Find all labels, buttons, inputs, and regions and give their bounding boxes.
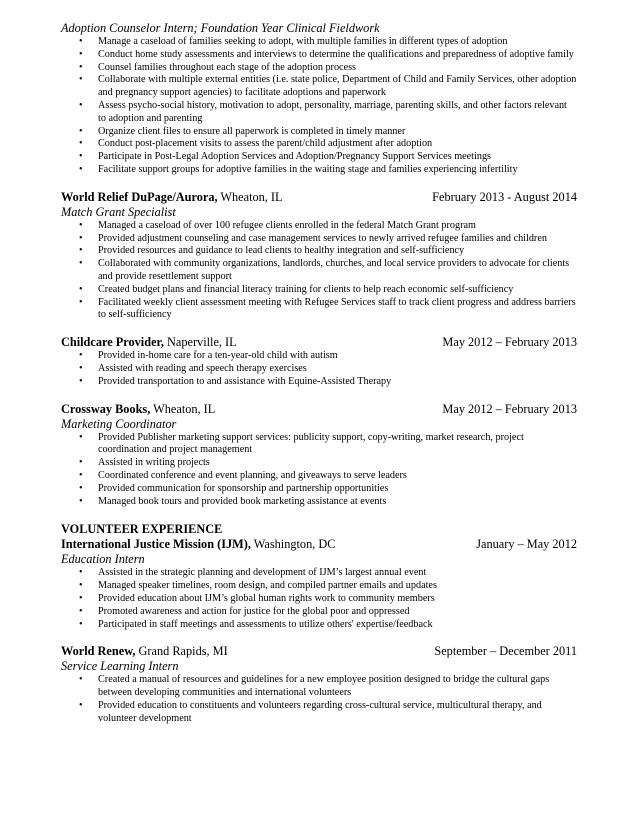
employer-name: Crossway Books,: [61, 401, 151, 416]
list-item: • Conduct post-placement visits to assess the parent/child adjustment after adoption: [61, 138, 577, 151]
list-item: • Counsel families throughout each stage of the adoption process: [61, 62, 577, 75]
list-item: • Created budget plans and financial literacy training for clients to help reach economic self-sufficiency: [61, 284, 577, 297]
job-header: [61, 402, 577, 417]
list-item: • Provided education about IJM’s global human rights work to community members: [61, 593, 577, 606]
list-item: • Participated in staff meetings and assessments to utilize others' expertise/feedback: [61, 619, 577, 632]
list-item: • Provided resources and guidance to lead clients to healthy integration and self-sufficiency: [61, 245, 577, 258]
job-ijm: [61, 537, 577, 631]
list-item: • Managed book tours and provided book marketing assistance at events: [61, 496, 577, 509]
list-item: • Promoted awareness and action for justice for the global poor and oppressed: [61, 606, 577, 619]
list-item: • Provided communication for sponsorship and partnership opportunities: [61, 483, 577, 496]
employer-location: Wheaton, IL: [150, 401, 216, 416]
employer: [61, 402, 215, 417]
bullet-list: [61, 220, 577, 322]
employer-name: World Relief DuPage/Aurora,: [61, 189, 218, 204]
list-item: • Provided Publisher marketing support services: publicity support, copy-writing, market research, project coordination and project management: [61, 432, 577, 458]
role-title: Service Learning Intern: [61, 659, 179, 674]
bullet-list: [61, 350, 577, 388]
role-title: Education Intern: [61, 552, 145, 567]
job-world-relief: [61, 190, 577, 322]
bullet-list: [61, 36, 577, 177]
list-item: • Assisted in writing projects: [61, 457, 577, 470]
job-world-renew: [61, 644, 577, 725]
list-item: • Provided transportation to and assistance with Equine-Assisted Therapy: [61, 376, 577, 389]
role-title: Marketing Coordinator: [61, 416, 177, 431]
volunteer-experience-heading: VOLUNTEER EXPERIENCE: [61, 522, 223, 537]
job-header: [61, 537, 577, 552]
employer-name: Childcare Provider,: [61, 335, 164, 350]
employer: [61, 537, 335, 552]
job-crossway-books: [61, 402, 577, 509]
list-item: • Facilitate support groups for adoptive families in the waiting stage and families experiencing infertility: [61, 164, 577, 177]
employer-location: Naperville, IL: [163, 335, 237, 350]
list-item: • Provided education to constituents and volunteers regarding cross-cultural service, multicultural therapy, and volunteer development: [61, 700, 577, 726]
list-item: • Created a manual of resources and guidelines for a new employee position designed to bridge the cultural gaps between developing communities and international volunteers: [61, 674, 577, 700]
employer-location: Grand Rapids, MI: [135, 644, 228, 659]
list-item: • Coordinated conference and event planning, and giveaways to serve leaders: [61, 470, 577, 483]
employer-location: Washington, DC: [250, 537, 336, 552]
job-header: [61, 190, 577, 205]
job-dates: September – December 2011: [434, 644, 577, 659]
job-dates: May 2012 – February 2013: [442, 335, 577, 350]
list-item: • Collaborate with multiple external entities (i.e. state police, Department of Child and Family Services, other adoption and pregnancy support agencies) to facilitate adoptions and paperwork: [61, 74, 577, 100]
list-item: • Collaborated with community organizations, landlords, churches, and local service providers to advocate for clients and provide resettlement support: [61, 258, 577, 284]
employer: [61, 190, 283, 205]
list-item: • Managed a caseload of over 100 refugee clients enrolled in the federal Match Grant program: [61, 220, 577, 233]
employer-name: World Renew,: [61, 644, 136, 659]
list-item: • Participate in Post-Legal Adoption Services and Adoption/Pregnancy Support Services meetings: [61, 151, 577, 164]
job-dates: January – May 2012: [476, 537, 577, 552]
employer: [61, 335, 237, 350]
list-item: • Assisted with reading and speech therapy exercises: [61, 363, 577, 376]
job-header: [61, 644, 577, 659]
list-item: • Managed speaker timelines, room design, and compiled partner emails and updates: [61, 580, 577, 593]
role-title: Adoption Counselor Intern; Foundation Year Clinical Fieldwork: [61, 21, 380, 35]
list-item: • Assisted in the strategic planning and development of IJM’s largest annual event: [61, 567, 577, 580]
role-title: Match Grant Specialist: [61, 204, 176, 219]
bullet-list: [61, 432, 577, 509]
list-item: • Manage a caseload of families seeking to adopt, with multiple families in different types of adoption: [61, 36, 577, 49]
bullet-list: [61, 567, 577, 631]
list-item: • Conduct home study assessments and interviews to determine the qualifications and preparedness of adoptive family: [61, 49, 577, 62]
employer: [61, 644, 228, 659]
list-item: • Provided adjustment counseling and case management services to newly arrived refugee families and children: [61, 233, 577, 246]
adoption-intern-section: [61, 21, 577, 177]
job-dates: February 2013 - August 2014: [432, 189, 577, 204]
list-item: • Provided in-home care for a ten-year-old child with autism: [61, 350, 577, 363]
job-header: [61, 335, 577, 350]
bullet-list: [61, 674, 577, 725]
list-item: • Assess psycho-social history, motivation to adopt, personality, marriage, parenting skills, and other factors relevant to adoption and parenting: [61, 100, 577, 126]
list-item: • Organize client files to ensure all paperwork is completed in timely manner: [61, 126, 577, 139]
employer-name: International Justice Mission (IJM),: [61, 537, 251, 552]
employer-location: Wheaton, IL: [217, 189, 283, 204]
list-item: • Facilitated weekly client assessment meeting with Refugee Services staff to track client progress and address barriers to self-sufficiency: [61, 297, 577, 323]
resume-page: [61, 21, 577, 725]
job-childcare-provider: [61, 335, 577, 388]
job-dates: May 2012 – February 2013: [442, 401, 577, 416]
